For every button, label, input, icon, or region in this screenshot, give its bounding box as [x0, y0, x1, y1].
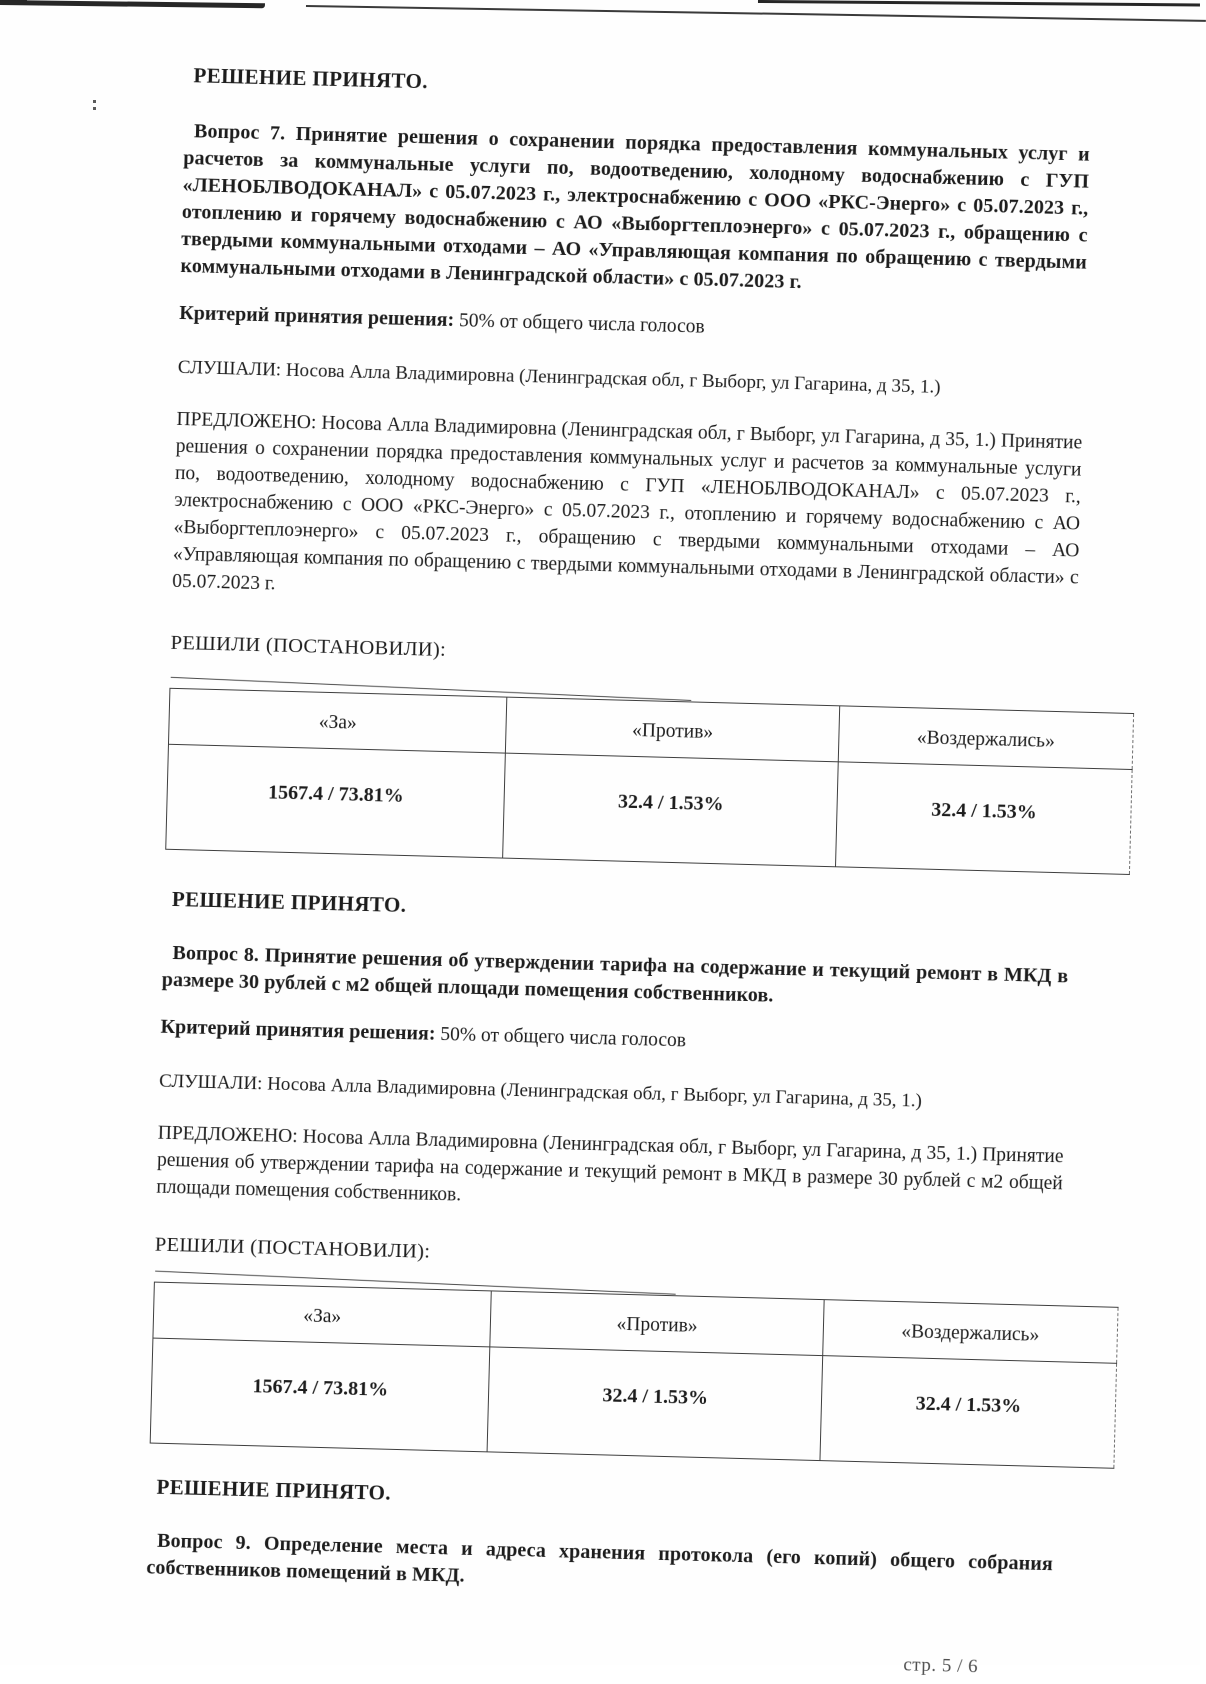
vote-value-abstained: 32.4 / 1.53% — [835, 762, 1132, 875]
decision-adopted-heading-1: РЕШЕНИЕ ПРИНЯТО. — [193, 63, 429, 94]
vote-value-for: 1567.4 / 73.81% — [150, 1338, 490, 1452]
proposed-paragraph-q7: ПРЕДЛОЖЕНО: Носова Алла Владимировна (Ленинградская обл, г Выборг, ул Гагарина, д 35, 1.) Принятие решения о сохранении порядка предоставления коммунальных услуг и расчетов за коммунальные услуги по, водоотведению, холодному водоснабжению с ГУП «ЛЕНОБЛВОДОКАНАЛ» с 05.07.2023 г., электроснабжению с ООО «РКС-Энерго» с 05.07.2023 г., отоплению и горячему водоснабжению с АО «Выборгтеплоэнерго» с 05.07.2023 г., обращению с твердыми коммунальными отходами – АО «Управляющая компания по обращению с твердыми коммунальными отходами в Ленинградской области» с 05.07.2023 г. — [171, 408, 1083, 595]
decision-adopted-heading-3: РЕШЕНИЕ ПРИНЯТО. — [156, 1474, 392, 1505]
vote-table-q8 — [150, 1282, 1119, 1469]
vote-value-against: 32.4 / 1.53% — [487, 1347, 822, 1461]
scan-artifact-top-bar — [0, 0, 265, 8]
vote-header-against: «Против» — [490, 1291, 824, 1356]
decision-adopted-heading-2: РЕШЕНИЕ ПРИНЯТО. — [171, 886, 407, 918]
listened-line-q7: СЛУШАЛИ: Носова Алла Владимировна (Ленинградская обл, г Выборг, ул Гагарина, д 35, 1.) — [177, 356, 941, 398]
criterion-label: Критерий принятия решения: — [160, 1015, 436, 1045]
scan-artifact-top-right — [758, 0, 1200, 6]
scan-artifact-speck — [93, 100, 96, 103]
vote-header-abstained: «Воздержались» — [838, 706, 1133, 770]
vote-table-q7-wrapper — [165, 688, 1134, 875]
listened-line-q8: СЛУШАЛИ: Носова Алла Владимировна (Ленинградская обл, г Выборг, ул Гагарина, д 35, 1.) — [158, 1070, 923, 1112]
resolved-label-q7: РЕШИЛИ (ПОСТАНОВИЛИ): — [170, 631, 447, 662]
vote-table-q8-wrapper — [150, 1282, 1119, 1469]
page-number: стр. 5 / 6 — [903, 1654, 979, 1678]
scan-artifact-top-line — [306, 5, 1206, 22]
question-9-title: Вопрос 9. Определение места и адреса хранения протокола (его копий) общего собрания собственников помещений в МКД. — [146, 1529, 1054, 1587]
criterion-line-q8 — [160, 1014, 1066, 1065]
criterion-line-q7 — [179, 300, 1085, 351]
criterion-value: 50% от общего числа голосов — [435, 1023, 687, 1052]
question-8-title: Вопрос 8. Принятие решения об утверждении тарифа на содержание и текущий ремонт в МКД в размере 30 рублей с м2 общей площади помещения собственников. — [161, 941, 1069, 1007]
vote-value-for: 1567.4 / 73.81% — [166, 744, 506, 858]
vote-table-q7 — [165, 688, 1134, 875]
document-body — [144, 56, 1092, 1682]
criterion-label: Критерий принятия решения: — [178, 301, 455, 332]
resolved-label-q8: РЕШИЛИ (ПОСТАНОВИЛИ): — [154, 1233, 431, 1263]
vote-header-against: «Против» — [506, 697, 840, 762]
vote-header-for: «За» — [168, 688, 507, 753]
proposed-paragraph-q8: ПРЕДЛОЖЕНО: Носова Алла Владимировна (Ленинградская обл, г Выборг, ул Гагарина, д 35, 1.) Принятие решения об утверждении тарифа на содержание и текущий ремонт в МКД в размере 30 рублей с м2 общей площади помещения собственников. — [156, 1122, 1064, 1206]
vote-value-against: 32.4 / 1.53% — [503, 753, 838, 867]
criterion-value: 50% от общего числа голосов — [453, 310, 705, 338]
vote-header-abstained: «Воздержались» — [823, 1300, 1118, 1364]
vote-header-for: «За» — [153, 1282, 492, 1347]
question-7-title: Вопрос 7. Принятие решения о сохранении порядка предоставления коммунальных услуг и расчетов за коммунальные услуги по, водоотведению, холодному водоснабжению с ГУП «ЛЕНОБЛВОДОКАНАЛ» с 05.07.2023 г., электроснабжению с ООО «РКС-Энерго» с 05.07.2023 г., отоплению и горячему водоснабжению с АО «Выборгтеплоэнерго» с 05.07.2023 г., обращению с твердыми коммунальными отходами – АО «Управляющая компания по обращению с твердыми коммунальными отходами в Ленинградской области» с 05.07.2023 г. — [180, 120, 1091, 294]
vote-value-abstained: 32.4 / 1.53% — [820, 1356, 1117, 1469]
